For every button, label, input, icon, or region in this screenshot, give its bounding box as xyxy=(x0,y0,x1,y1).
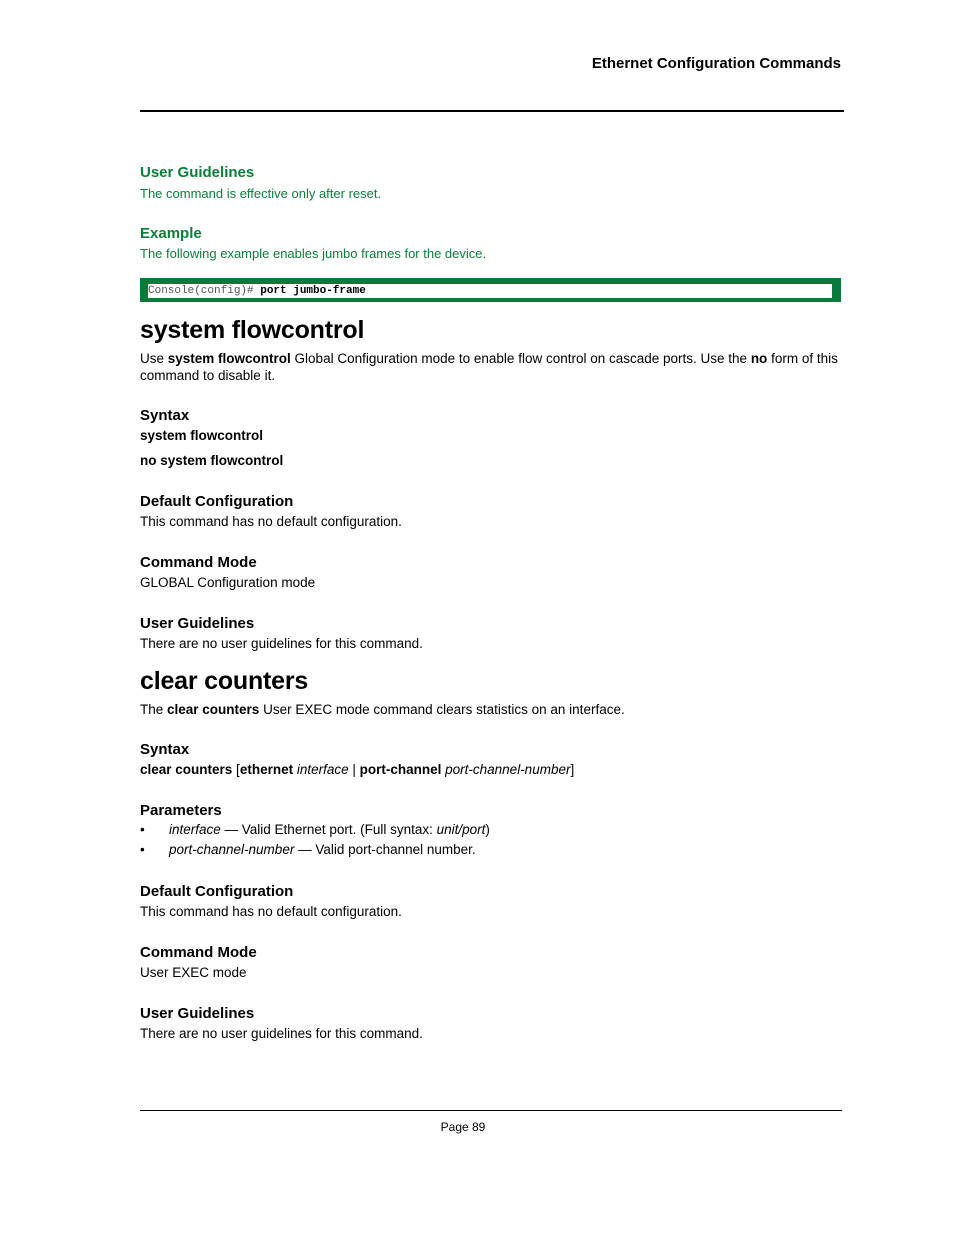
parameter-name: interface xyxy=(169,822,221,837)
user-guidelines-text: There are no user guidelines for this command. xyxy=(140,636,423,651)
bullet-icon: • xyxy=(140,842,145,857)
desc-text: Use xyxy=(140,351,168,366)
syntax-argument: interface xyxy=(293,762,349,777)
command-mode-text: GLOBAL Configuration mode xyxy=(140,575,316,590)
code-example-box xyxy=(140,278,841,302)
command-mode-heading: Command Mode xyxy=(140,944,257,961)
syntax-command: clear counters xyxy=(140,762,233,777)
command-mode-text: User EXEC mode xyxy=(140,965,247,980)
running-header: Ethernet Configuration Commands xyxy=(591,55,841,72)
system-flowcontrol-description xyxy=(140,350,842,384)
default-configuration-heading: Default Configuration xyxy=(140,883,294,900)
parameter-item xyxy=(140,822,840,840)
syntax-line xyxy=(140,761,574,778)
command-mode-heading: Command Mode xyxy=(140,554,257,571)
example-text: The following example enables jumbo frames for the device. xyxy=(140,246,487,261)
page-number: Page 89 xyxy=(440,1120,486,1134)
default-configuration-heading: Default Configuration xyxy=(140,493,294,510)
desc-no-keyword: no xyxy=(750,351,768,366)
example-heading: Example xyxy=(140,225,202,242)
syntax-heading: Syntax xyxy=(140,741,190,758)
user-guidelines-heading: User Guidelines xyxy=(140,1005,255,1022)
parameter-description: — Valid Ethernet port. (Full syntax: xyxy=(220,822,437,837)
section-title-system-flowcontrol: system flowcontrol xyxy=(140,316,365,344)
syntax-separator: | xyxy=(348,762,360,777)
code-prompt: Console(config)# xyxy=(148,285,261,297)
desc-text: form of this command to disable it. xyxy=(140,351,838,383)
syntax-line: system flowcontrol xyxy=(140,428,264,443)
syntax-argument: port-channel-number xyxy=(441,762,571,777)
parameters-heading: Parameters xyxy=(140,802,222,819)
section-title-clear-counters: clear counters xyxy=(140,667,309,695)
syntax-keyword: ethernet xyxy=(239,762,294,777)
desc-command: clear counters xyxy=(167,702,260,717)
syntax-heading: Syntax xyxy=(140,407,190,424)
desc-text: Global Configuration mode to enable flow control on cascade ports. Use the xyxy=(290,351,751,366)
syntax-bracket: [ xyxy=(232,762,240,777)
parameter-item xyxy=(140,842,840,860)
footer-rule xyxy=(140,1110,842,1111)
code-example xyxy=(148,284,832,298)
user-guidelines-text: The command is effective only after reset. xyxy=(140,186,382,201)
parameter-description: — Valid port-channel number. xyxy=(294,842,476,857)
clear-counters-description xyxy=(140,701,625,718)
header-rule xyxy=(140,110,844,112)
desc-command: system flowcontrol xyxy=(167,351,291,366)
user-guidelines-heading: User Guidelines xyxy=(140,615,255,632)
user-guidelines-text: There are no user guidelines for this command. xyxy=(140,1026,423,1041)
syntax-line: no system flowcontrol xyxy=(140,453,284,468)
user-guidelines-heading: User Guidelines xyxy=(140,164,255,181)
bullet-icon: • xyxy=(140,822,145,837)
default-configuration-text: This command has no default configuration. xyxy=(140,514,402,529)
parameter-name: port-channel-number xyxy=(169,842,295,857)
desc-text: The xyxy=(140,702,168,717)
desc-text: User EXEC mode command clears statistics on an interface. xyxy=(259,702,625,717)
code-command: port jumbo-frame xyxy=(260,285,366,297)
syntax-bracket: ] xyxy=(570,762,575,777)
syntax-keyword: port-channel xyxy=(359,762,442,777)
parameter-description: ) xyxy=(485,822,490,837)
parameter-syntax: unit/port xyxy=(436,822,486,837)
default-configuration-text: This command has no default configuration. xyxy=(140,904,402,919)
